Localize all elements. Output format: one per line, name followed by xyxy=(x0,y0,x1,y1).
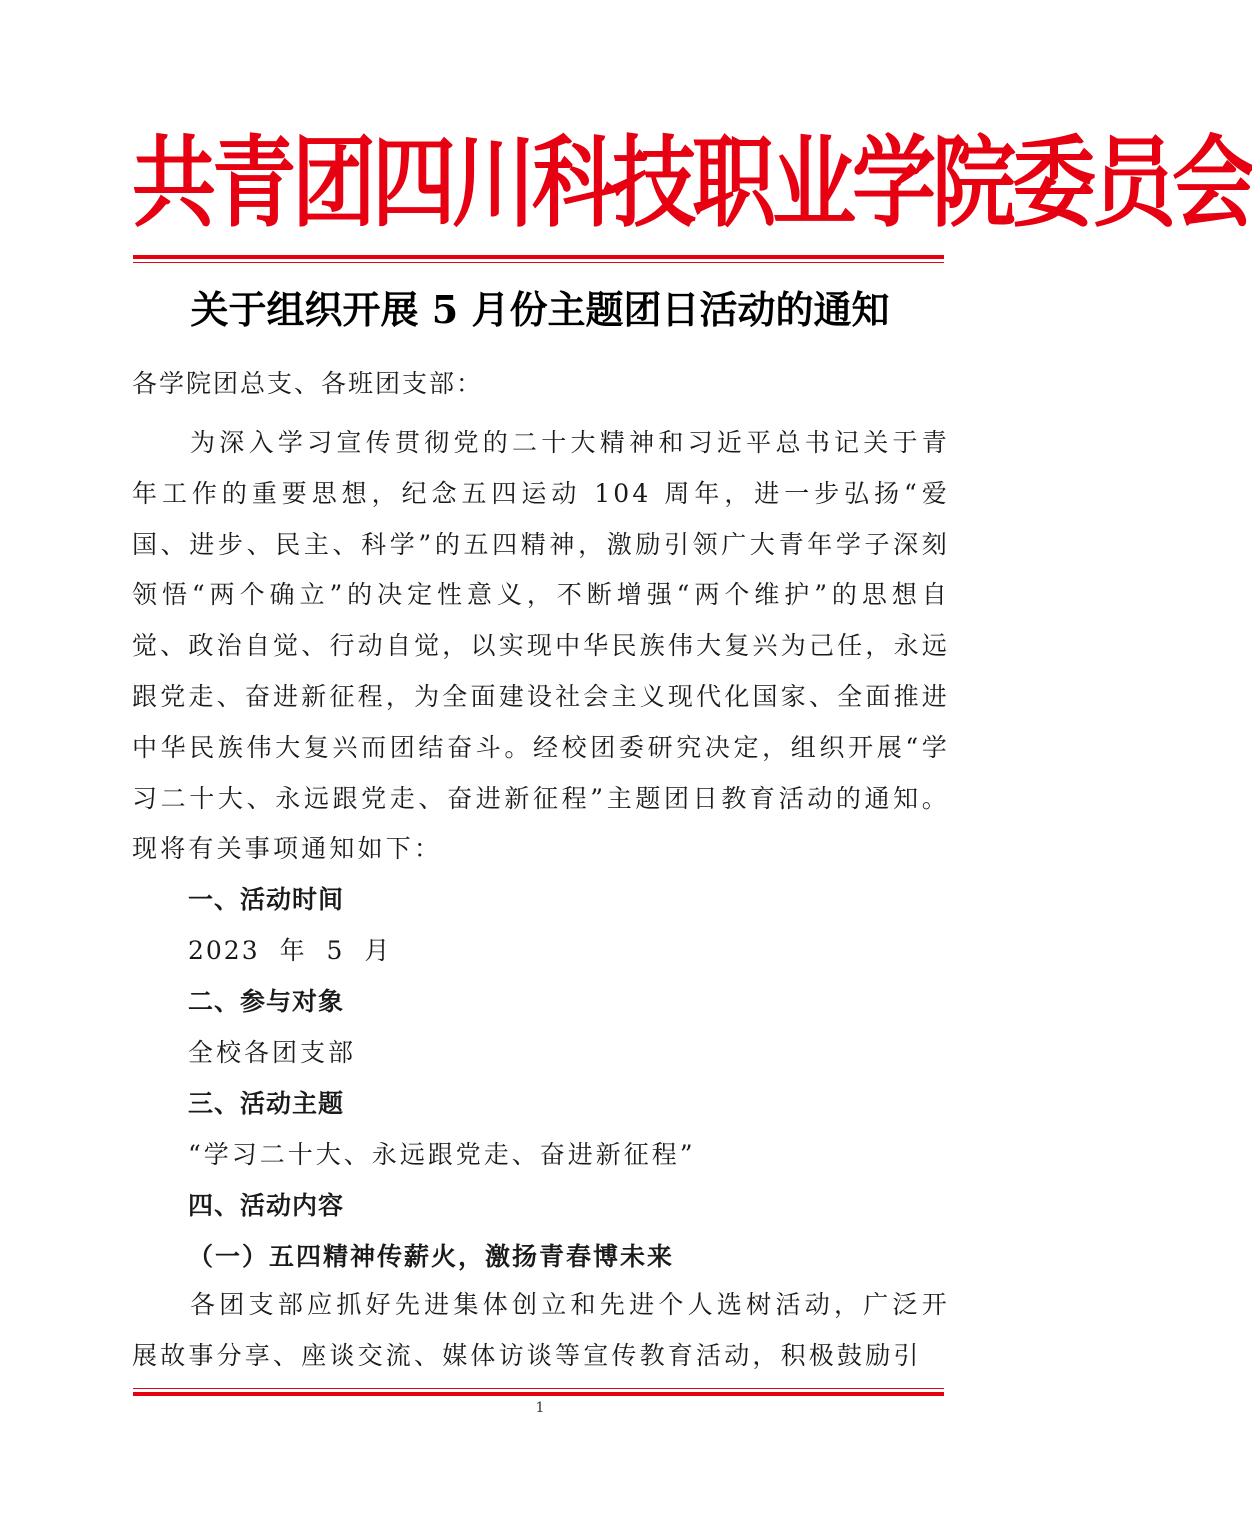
header-divider-thin xyxy=(133,262,944,263)
header-divider-thick xyxy=(133,255,944,259)
section-heading-participants: 二、参与对象 xyxy=(188,987,345,1016)
section-content-time: 2023 年 5 月 xyxy=(188,936,392,965)
section-heading-theme: 三、活动主题 xyxy=(188,1089,345,1118)
section-content-participants: 全校各团支部 xyxy=(188,1038,357,1067)
intro-paragraph: 为深入学习宣传贯彻党的二十大精神和习近平总书记关于青年工作的重要思想，纪念五四运动 104 周年，进一步弘扬“爱国、进步、民主、科学”的五四精神，激励引领广大青年学子深刻领悟“两个确立”的决定性意义，不断增强“两个维护”的思想自觉、政治自觉、行动自觉，以实现中华民族伟大复兴为己任，永远跟党走、奋进新征程，为全面建设社会主义现代化国家、全面推进中华民族伟大复兴而团结奋斗。经校团委研究决定，组织开展“学习二十大、永远跟党走、奋进新征程”主题团日教育活动的通知。现将有关事项通知如下： xyxy=(132,428,950,864)
section-content-theme: “学习二十大、永远跟党走、奋进新征程” xyxy=(188,1140,696,1169)
document-title: 关于组织开展 5 月份主题团日活动的通知 xyxy=(190,287,890,332)
section-heading-content: 四、活动内容 xyxy=(188,1191,345,1220)
organization-masthead: 共青团四川科技职业学院委员会 xyxy=(132,125,1252,241)
salutation: 各学院团总支、各班团支部： xyxy=(132,369,484,398)
subsection-heading: （一）五四精神传薪火，激扬青春博未来 xyxy=(188,1242,675,1271)
footer-divider-thin xyxy=(133,1388,944,1389)
page-number: 1 xyxy=(535,1400,545,1416)
subsection-paragraph: 各团支部应抓好先进集体创立和先进个人选树活动，广泛开展故事分享、座谈交流、媒体访谈等宣传教育活动，积极鼓励引 xyxy=(132,1290,950,1370)
section-heading-time: 一、活动时间 xyxy=(188,885,345,914)
footer-divider-thick xyxy=(133,1392,944,1396)
